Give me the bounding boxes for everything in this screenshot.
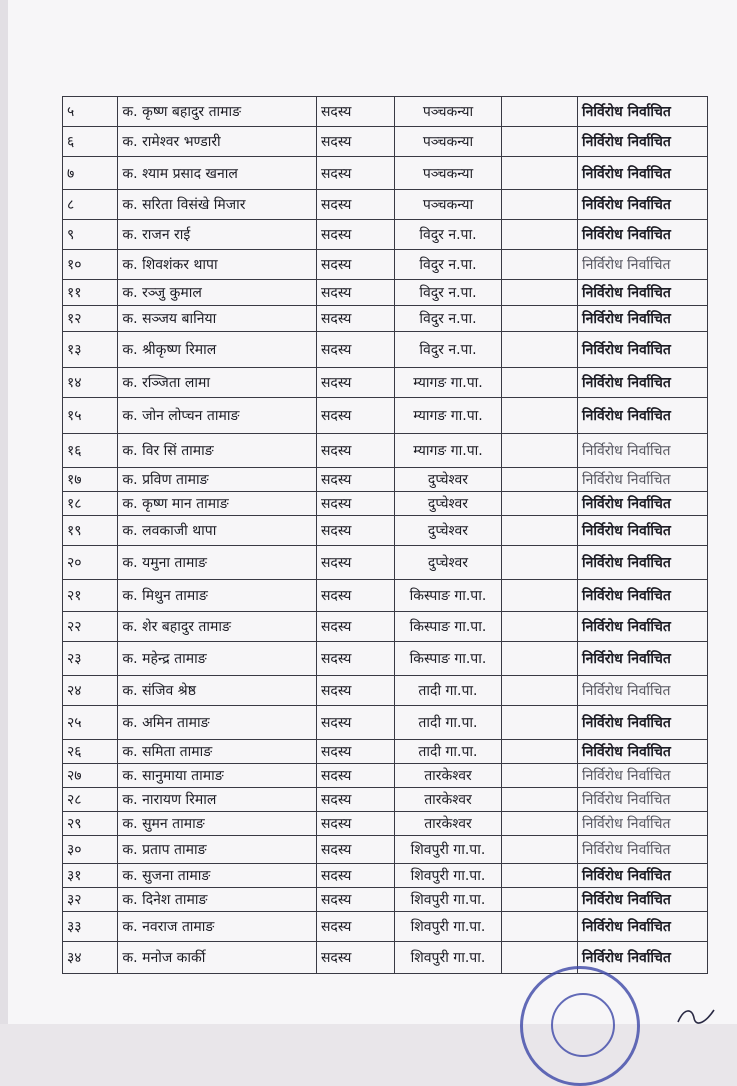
row-post: सदस्य	[316, 788, 394, 812]
row-post: सदस्य	[316, 127, 394, 157]
row-name: क. मिथुन तामाङ	[118, 580, 317, 612]
table-row	[63, 368, 708, 398]
row-location: शिवपुरी गा.पा.	[394, 912, 502, 942]
row-post: सदस्य	[316, 398, 394, 434]
row-serial-number: २०	[63, 546, 118, 580]
row-post: सदस्य	[316, 492, 394, 516]
table-row	[63, 220, 708, 250]
scan-edge	[0, 0, 8, 1024]
table-row	[63, 516, 708, 546]
row-post: सदस्य	[316, 836, 394, 864]
row-post: सदस्य	[316, 250, 394, 280]
table-row	[63, 812, 708, 836]
row-status: निर्विरोध निर्वाचित	[577, 368, 707, 398]
row-status: निर्विरोध निर्वाचित	[577, 332, 707, 368]
row-post: सदस्य	[316, 912, 394, 942]
row-serial-number: ३०	[63, 836, 118, 864]
row-blank-cell	[502, 434, 578, 468]
row-post: सदस्य	[316, 220, 394, 250]
row-name: क. संजिव श्रेष्ठ	[118, 676, 317, 706]
row-blank-cell	[502, 306, 578, 332]
row-name: क. दिनेश तामाङ	[118, 888, 317, 912]
row-name: क. राजन राई	[118, 220, 317, 250]
row-location: म्यागङ गा.पा.	[394, 368, 502, 398]
row-name: क. नारायण रिमाल	[118, 788, 317, 812]
row-location: दुप्चेश्वर	[394, 468, 502, 492]
row-blank-cell	[502, 250, 578, 280]
row-blank-cell	[502, 812, 578, 836]
row-location: दुप्चेश्वर	[394, 516, 502, 546]
signature-mark	[676, 1004, 716, 1024]
row-location: विदुर न.पा.	[394, 280, 502, 306]
row-blank-cell	[502, 220, 578, 250]
row-status: निर्विरोध निर्वाचित	[577, 676, 707, 706]
table-row	[63, 788, 708, 812]
row-status: निर्विरोध निर्वाचित	[577, 97, 707, 127]
row-name: क. रञ्जिता लामा	[118, 368, 317, 398]
table-row	[63, 332, 708, 368]
row-location: तारकेश्वर	[394, 788, 502, 812]
row-blank-cell	[502, 912, 578, 942]
row-serial-number: २४	[63, 676, 118, 706]
row-blank-cell	[502, 546, 578, 580]
row-location: दुप्चेश्वर	[394, 492, 502, 516]
table-row	[63, 157, 708, 190]
row-serial-number: १३	[63, 332, 118, 368]
row-serial-number: ८	[63, 190, 118, 220]
row-serial-number: २५	[63, 706, 118, 740]
row-blank-cell	[502, 864, 578, 888]
row-status: निर्विरोध निर्वाचित	[577, 942, 707, 974]
row-name: क. सुमन तामाङ	[118, 812, 317, 836]
row-blank-cell	[502, 642, 578, 676]
row-post: सदस्य	[316, 434, 394, 468]
table-row	[63, 642, 708, 676]
row-status: निर्विरोध निर्वाचित	[577, 434, 707, 468]
row-post: सदस्य	[316, 97, 394, 127]
row-serial-number: ३२	[63, 888, 118, 912]
row-blank-cell	[502, 706, 578, 740]
row-name: क. श्याम प्रसाद खनाल	[118, 157, 317, 190]
row-blank-cell	[502, 612, 578, 642]
row-location: पञ्चकन्या	[394, 97, 502, 127]
row-status: निर्विरोध निर्वाचित	[577, 516, 707, 546]
row-name: क. अमिन तामाङ	[118, 706, 317, 740]
row-serial-number: २३	[63, 642, 118, 676]
row-post: सदस्य	[316, 368, 394, 398]
row-serial-number: १८	[63, 492, 118, 516]
row-post: सदस्य	[316, 580, 394, 612]
table-row	[63, 127, 708, 157]
row-blank-cell	[502, 492, 578, 516]
row-location: तारकेश्वर	[394, 764, 502, 788]
row-post: सदस्य	[316, 612, 394, 642]
row-blank-cell	[502, 332, 578, 368]
row-location: विदुर न.पा.	[394, 250, 502, 280]
row-name: क. नवराज तामाङ	[118, 912, 317, 942]
table-row	[63, 764, 708, 788]
row-location: दुप्चेश्वर	[394, 546, 502, 580]
table-body	[63, 97, 708, 974]
table-row	[63, 434, 708, 468]
row-serial-number: ३३	[63, 912, 118, 942]
row-serial-number: २२	[63, 612, 118, 642]
row-name: क. विर सिं तामाङ	[118, 434, 317, 468]
row-post: सदस्य	[316, 676, 394, 706]
row-blank-cell	[502, 190, 578, 220]
row-name: क. महेन्द्र तामाङ	[118, 642, 317, 676]
row-location: शिवपुरी गा.पा.	[394, 888, 502, 912]
row-name: क. श्रीकृष्ण रिमाल	[118, 332, 317, 368]
row-name: क. रामेश्वर भण्डारी	[118, 127, 317, 157]
row-blank-cell	[502, 580, 578, 612]
row-serial-number: ११	[63, 280, 118, 306]
stamp-emblem	[551, 993, 615, 1057]
row-serial-number: २८	[63, 788, 118, 812]
row-location: तादी गा.पा.	[394, 676, 502, 706]
row-post: सदस्य	[316, 864, 394, 888]
table-row	[63, 97, 708, 127]
row-post: सदस्य	[316, 942, 394, 974]
row-post: सदस्य	[316, 306, 394, 332]
row-status: निर्विरोध निर्वाचित	[577, 864, 707, 888]
table-row	[63, 492, 708, 516]
row-name: क. सरिता विसंखे मिजार	[118, 190, 317, 220]
row-serial-number: ९	[63, 220, 118, 250]
row-location: म्यागङ गा.पा.	[394, 398, 502, 434]
table-row	[63, 706, 708, 740]
row-post: सदस्य	[316, 157, 394, 190]
row-post: सदस्य	[316, 332, 394, 368]
row-location: विदुर न.पा.	[394, 306, 502, 332]
row-location: पञ्चकन्या	[394, 127, 502, 157]
row-post: सदस्य	[316, 516, 394, 546]
row-status: निर्विरोध निर्वाचित	[577, 190, 707, 220]
row-location: तारकेश्वर	[394, 812, 502, 836]
row-blank-cell	[502, 368, 578, 398]
row-location: किस्पाङ गा.पा.	[394, 612, 502, 642]
table-row	[63, 190, 708, 220]
row-serial-number: २७	[63, 764, 118, 788]
table-row	[63, 888, 708, 912]
row-serial-number: १७	[63, 468, 118, 492]
table-row	[63, 546, 708, 580]
table-row	[63, 250, 708, 280]
row-blank-cell	[502, 764, 578, 788]
row-status: निर्विरोध निर्वाचित	[577, 888, 707, 912]
row-serial-number: १२	[63, 306, 118, 332]
row-name: क. सुजना तामाङ	[118, 864, 317, 888]
election-results-table	[62, 96, 708, 974]
row-location: विदुर न.पा.	[394, 332, 502, 368]
row-status: निर्विरोध निर्वाचित	[577, 764, 707, 788]
row-status: निर्विरोध निर्वाचित	[577, 740, 707, 764]
row-location: विदुर न.पा.	[394, 220, 502, 250]
row-post: सदस्य	[316, 740, 394, 764]
row-blank-cell	[502, 398, 578, 434]
row-serial-number: २१	[63, 580, 118, 612]
row-name: क. मनोज कार्की	[118, 942, 317, 974]
row-serial-number: २९	[63, 812, 118, 836]
row-blank-cell	[502, 516, 578, 546]
table-row	[63, 740, 708, 764]
row-status: निर्विरोध निर्वाचित	[577, 836, 707, 864]
table-row	[63, 398, 708, 434]
table-row	[63, 580, 708, 612]
row-name: क. लवकाजी थापा	[118, 516, 317, 546]
row-blank-cell	[502, 97, 578, 127]
row-blank-cell	[502, 740, 578, 764]
row-location: किस्पाङ गा.पा.	[394, 642, 502, 676]
row-blank-cell	[502, 836, 578, 864]
row-blank-cell	[502, 788, 578, 812]
row-status: निर्विरोध निर्वाचित	[577, 157, 707, 190]
row-name: क. कृष्ण मान तामाङ	[118, 492, 317, 516]
row-serial-number: १०	[63, 250, 118, 280]
row-status: निर्विरोध निर्वाचित	[577, 612, 707, 642]
row-blank-cell	[502, 676, 578, 706]
row-name: क. शेर बहादुर तामाङ	[118, 612, 317, 642]
table-row	[63, 306, 708, 332]
table-row	[63, 864, 708, 888]
row-status: निर्विरोध निर्वाचित	[577, 546, 707, 580]
row-status: निर्विरोध निर्वाचित	[577, 468, 707, 492]
row-status: निर्विरोध निर्वाचित	[577, 127, 707, 157]
table-row	[63, 280, 708, 306]
table-row	[63, 836, 708, 864]
table-row	[63, 942, 708, 974]
row-blank-cell	[502, 280, 578, 306]
row-status: निर्विरोध निर्वाचित	[577, 580, 707, 612]
row-status: निर्विरोध निर्वाचित	[577, 706, 707, 740]
row-post: सदस्य	[316, 764, 394, 788]
row-post: सदस्य	[316, 280, 394, 306]
row-location: पञ्चकन्या	[394, 157, 502, 190]
row-serial-number: ६	[63, 127, 118, 157]
row-serial-number: ५	[63, 97, 118, 127]
row-post: सदस्य	[316, 888, 394, 912]
row-name: क. यमुना तामाङ	[118, 546, 317, 580]
row-blank-cell	[502, 157, 578, 190]
row-location: शिवपुरी गा.पा.	[394, 836, 502, 864]
official-stamp	[520, 966, 640, 1086]
row-serial-number: १६	[63, 434, 118, 468]
table-row	[63, 912, 708, 942]
row-name: क. समिता तामाङ	[118, 740, 317, 764]
row-blank-cell	[502, 468, 578, 492]
row-post: सदस्य	[316, 706, 394, 740]
row-status: निर्विरोध निर्वाचित	[577, 912, 707, 942]
row-post: सदस्य	[316, 642, 394, 676]
row-name: क. प्रविण तामाङ	[118, 468, 317, 492]
row-location: म्यागङ गा.पा.	[394, 434, 502, 468]
row-serial-number: ३१	[63, 864, 118, 888]
table-row	[63, 468, 708, 492]
row-blank-cell	[502, 127, 578, 157]
row-status: निर्विरोध निर्वाचित	[577, 492, 707, 516]
row-status: निर्विरोध निर्वाचित	[577, 812, 707, 836]
row-location: शिवपुरी गा.पा.	[394, 942, 502, 974]
row-location: पञ्चकन्या	[394, 190, 502, 220]
row-status: निर्विरोध निर्वाचित	[577, 642, 707, 676]
row-serial-number: २६	[63, 740, 118, 764]
row-name: क. शिवशंकर थापा	[118, 250, 317, 280]
row-location: तादी गा.पा.	[394, 706, 502, 740]
row-post: सदस्य	[316, 812, 394, 836]
row-name: क. सानुमाया तामाङ	[118, 764, 317, 788]
row-status: निर्विरोध निर्वाचित	[577, 220, 707, 250]
row-location: किस्पाङ गा.पा.	[394, 580, 502, 612]
row-name: क. जोन लोप्चन तामाङ	[118, 398, 317, 434]
row-serial-number: १४	[63, 368, 118, 398]
row-location: तादी गा.पा.	[394, 740, 502, 764]
row-post: सदस्य	[316, 190, 394, 220]
row-blank-cell	[502, 888, 578, 912]
row-post: सदस्य	[316, 546, 394, 580]
row-serial-number: ७	[63, 157, 118, 190]
row-name: क. कृष्ण बहादुर तामाङ	[118, 97, 317, 127]
table-row	[63, 612, 708, 642]
row-status: निर्विरोध निर्वाचित	[577, 398, 707, 434]
row-status: निर्विरोध निर्वाचित	[577, 788, 707, 812]
row-serial-number: ३४	[63, 942, 118, 974]
row-status: निर्विरोध निर्वाचित	[577, 306, 707, 332]
table-row	[63, 676, 708, 706]
row-name: क. प्रताप तामाङ	[118, 836, 317, 864]
row-serial-number: १५	[63, 398, 118, 434]
row-location: शिवपुरी गा.पा.	[394, 864, 502, 888]
row-serial-number: १९	[63, 516, 118, 546]
row-name: क. सञ्जय बानिया	[118, 306, 317, 332]
row-status: निर्विरोध निर्वाचित	[577, 250, 707, 280]
row-post: सदस्य	[316, 468, 394, 492]
row-name: क. रञ्जु कुमाल	[118, 280, 317, 306]
row-status: निर्विरोध निर्वाचित	[577, 280, 707, 306]
